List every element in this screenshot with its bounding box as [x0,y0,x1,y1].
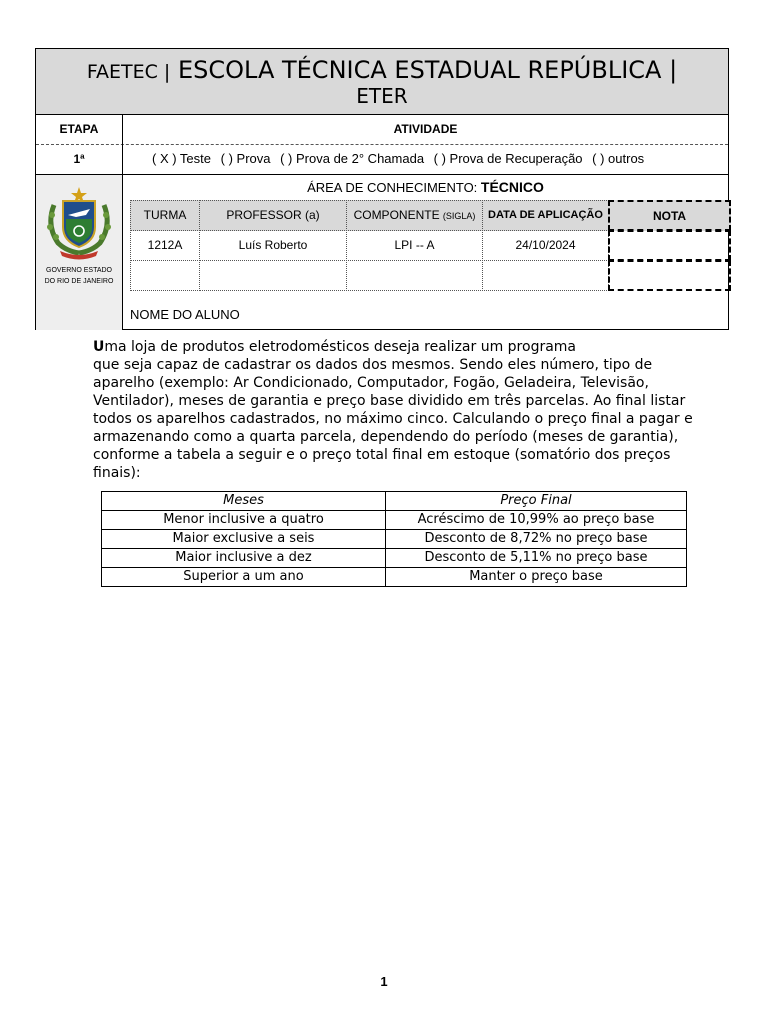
school-title-line2: ETER [356,84,408,108]
empty-cell [346,260,483,291]
empty-cell [130,260,200,291]
activity-options [152,144,650,174]
nota-field[interactable] [608,230,731,261]
header-componente-text: COMPONENTE [353,208,440,222]
grade-table [130,200,731,292]
componente-value: LPI -- A [346,230,483,261]
data-value: 24/10/2024 [482,230,609,261]
etapa-value: 1ª [73,152,85,166]
table-row [102,530,687,549]
first-line-rest: ma loja de produtos eletrodomésticos deseja realizar um programa [104,339,577,355]
professor-value: Luís Roberto [199,230,347,261]
option-teste: ( X ) Teste [152,151,212,166]
header-meses: Meses [102,492,386,511]
knowledge-area-label: ÁREA DE CONHECIMENTO: [307,180,478,195]
atividade-label: ATIVIDADE [393,122,458,136]
empty-cell [482,260,609,291]
drop-letter: U [93,339,105,355]
header-data-aplicacao: DATA DE APLICAÇÃO [482,200,609,231]
empty-cell [199,260,347,291]
table-row [102,568,687,587]
etapa-atividade-header-row [36,115,728,145]
header-nota: NOTA [608,200,731,231]
meses-cell: Menor inclusive a quatro [102,511,386,530]
school-title-banner [36,49,728,115]
preco-cell: Desconto de 8,72% no preço base [386,530,687,549]
student-name-label: NOME DO ALUNO [130,307,240,322]
option-recuperacao: ( ) Prova de Recuperação [433,151,583,166]
etapa-atividade-value-row [36,144,728,175]
header-preco-final: Preço Final [386,492,687,511]
etapa-label: ETAPA [59,122,99,136]
page-number: 1 [380,974,388,989]
question-first-line [93,338,713,356]
logo-cell [36,175,122,330]
knowledge-area-value: TÉCNICO [480,179,544,195]
question-body: que seja capaz de cadastrar os dados dos mesmos. Sendo eles número, tipo de aparelho (exemplo: Ar Condicionado, Computador, Fogão, Geladeira, Televisão, Ventilador), meses de garantia e preço base dividido em três parcelas. Ao final listar todos os aparelhos cadastrados, no máximo cinco. Calculando o preço final a pagar e armazenando como a quarta parcela, dependendo do período (meses de garantia), conforme a tabela a seguir e o preço total final em estoque (somatório dos preços finais): [93,357,693,481]
header-turma: TURMA [130,200,200,231]
price-table [101,491,687,587]
title-prefix: FAETEC | [86,61,171,83]
header-componente-sigla: (SIGLA) [442,211,476,221]
state-coat-of-arms-icon [36,175,122,265]
question-text [93,338,713,482]
logo-caption-line1: GOVERNO ESTADO [46,267,112,274]
price-table-header-row [102,492,687,511]
preco-cell: Acréscimo de 10,99% ao preço base [386,511,687,530]
header-professor: PROFESSOR (a) [199,200,347,231]
option-segunda-chamada: ( ) Prova de 2° Chamada [280,151,425,166]
preco-cell: Desconto de 5,11% no preço base [386,549,687,568]
option-outros: ( ) outros [592,151,645,166]
knowledge-area [123,179,728,195]
turma-value: 1212A [130,230,200,261]
preco-cell: Manter o preço base [386,568,687,587]
option-prova: ( ) Prova [220,151,271,166]
table-row [102,511,687,530]
exam-header-box [35,48,729,330]
logo-caption-line2: DO RIO DE JANEIRO [44,278,114,285]
header-componente [346,200,483,231]
meses-cell: Maior exclusive a seis [102,530,386,549]
meses-cell: Superior a um ano [102,568,386,587]
column-divider [122,115,123,330]
title-main: ESCOLA TÉCNICA ESTADUAL REPÚBLICA | [177,56,678,84]
logo-caption [36,265,122,287]
table-row [102,549,687,568]
nota-empty-cell[interactable] [608,260,731,291]
meses-cell: Maior inclusive a dez [102,549,386,568]
